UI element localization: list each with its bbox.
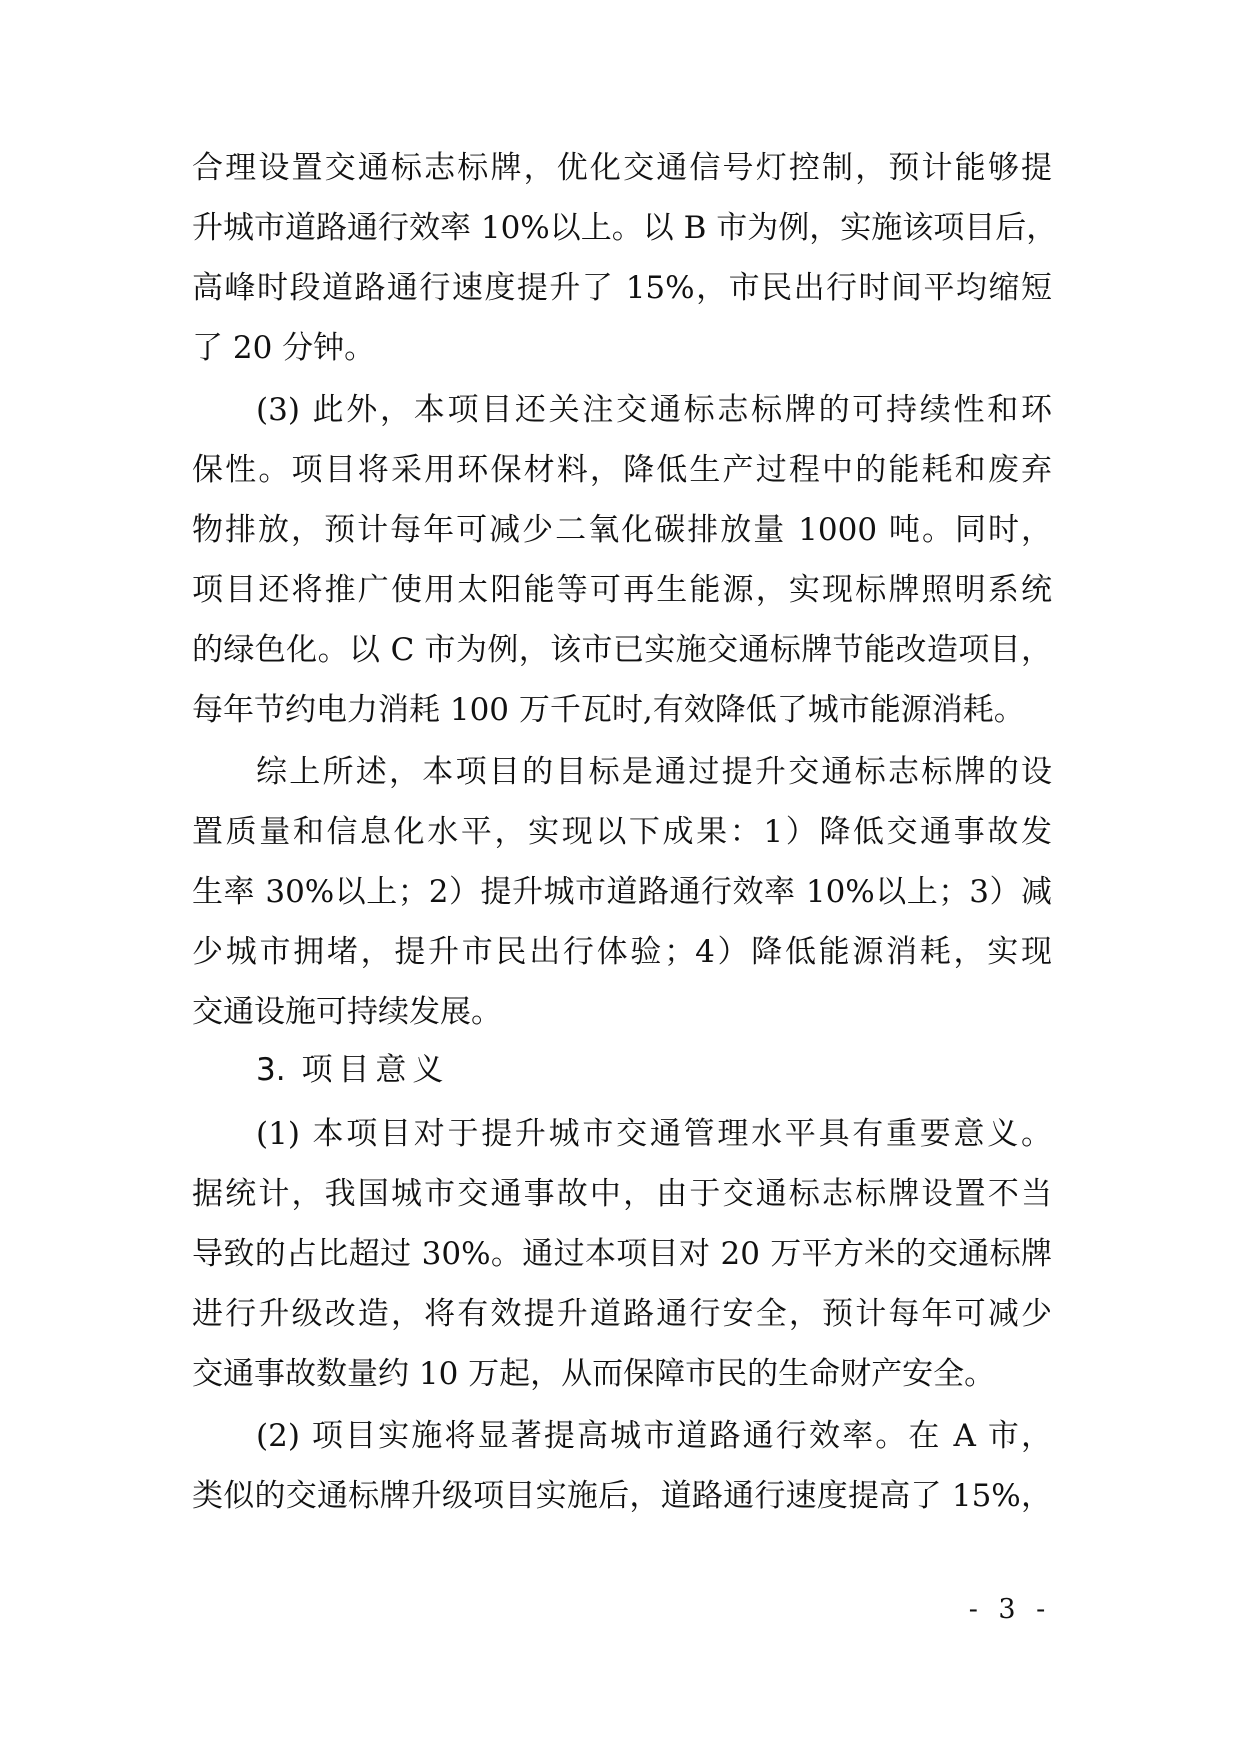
text-line: 少城市拥堵，提升市民出行体验；4）降低能源消耗，实现 (192, 934, 1052, 970)
text-line: 导致的占比超过 30%。通过本项目对 20 万平方米的交通标牌 (192, 1236, 1052, 1272)
text-line: 升城市道路通行效率 10%以上。以 B 市为例，实施该项目后， (192, 210, 1058, 246)
text-line: 交通设施可持续发展。 (192, 994, 502, 1030)
text-line: 物排放，预计每年可减少二氧化碳排放量 1000 吨。同时， (192, 512, 1052, 548)
text-line: 生率 30%以上；2）提升城市道路通行效率 10%以上；3）减 (192, 874, 1052, 910)
paragraph-start-line: (3) 此外，本项目还关注交通标志标牌的可持续性和环 (256, 392, 1052, 428)
text-line: 进行升级改造，将有效提升道路通行安全，预计每年可减少 (192, 1296, 1052, 1332)
section-heading-number: 3. (256, 1052, 286, 1088)
text-line: 的绿色化。以 C 市为例，该市已实施交通标牌节能改造项目， (192, 632, 1052, 668)
text-line: 类似的交通标牌升级项目实施后，道路通行速度提高了 15%， (192, 1478, 1052, 1514)
section-heading-title: 项目意义 (301, 1052, 450, 1088)
text-line: 项目还将推广使用太阳能等可再生能源，实现标牌照明系统 (192, 572, 1052, 608)
page-number: - 3 - (968, 1594, 1052, 1625)
paragraph-start-line: (2) 项目实施将显著提高城市道路通行效率。在 A 市， (256, 1418, 1052, 1454)
paragraph-start-line: 综上所述，本项目的目标是通过提升交通标志标牌的设 (256, 754, 1052, 790)
text-line: 置质量和信息化水平，实现以下成果：1）降低交通事故发 (192, 814, 1052, 850)
text-line: 合理设置交通标志标牌，优化交通信号灯控制，预计能够提 (192, 150, 1052, 186)
paragraph-start-line: (1) 本项目对于提升城市交通管理水平具有重要意义。 (256, 1116, 1052, 1152)
section-heading (256, 1040, 856, 1100)
text-line: 保性。项目将采用环保材料，降低生产过程中的能耗和废弃 (192, 452, 1052, 488)
text-line: 交通事故数量约 10 万起，从而保障市民的生命财产安全。 (192, 1356, 996, 1392)
text-line: 高峰时段道路通行速度提升了 15%，市民出行时间平均缩短 (192, 270, 1052, 306)
text-line: 了 20 分钟。 (192, 330, 376, 366)
text-line: 据统计，我国城市交通事故中，由于交通标志标牌设置不当 (192, 1176, 1052, 1212)
text-line: 每年节约电力消耗 100 万千瓦时,有效降低了城市能源消耗。 (192, 692, 1025, 728)
